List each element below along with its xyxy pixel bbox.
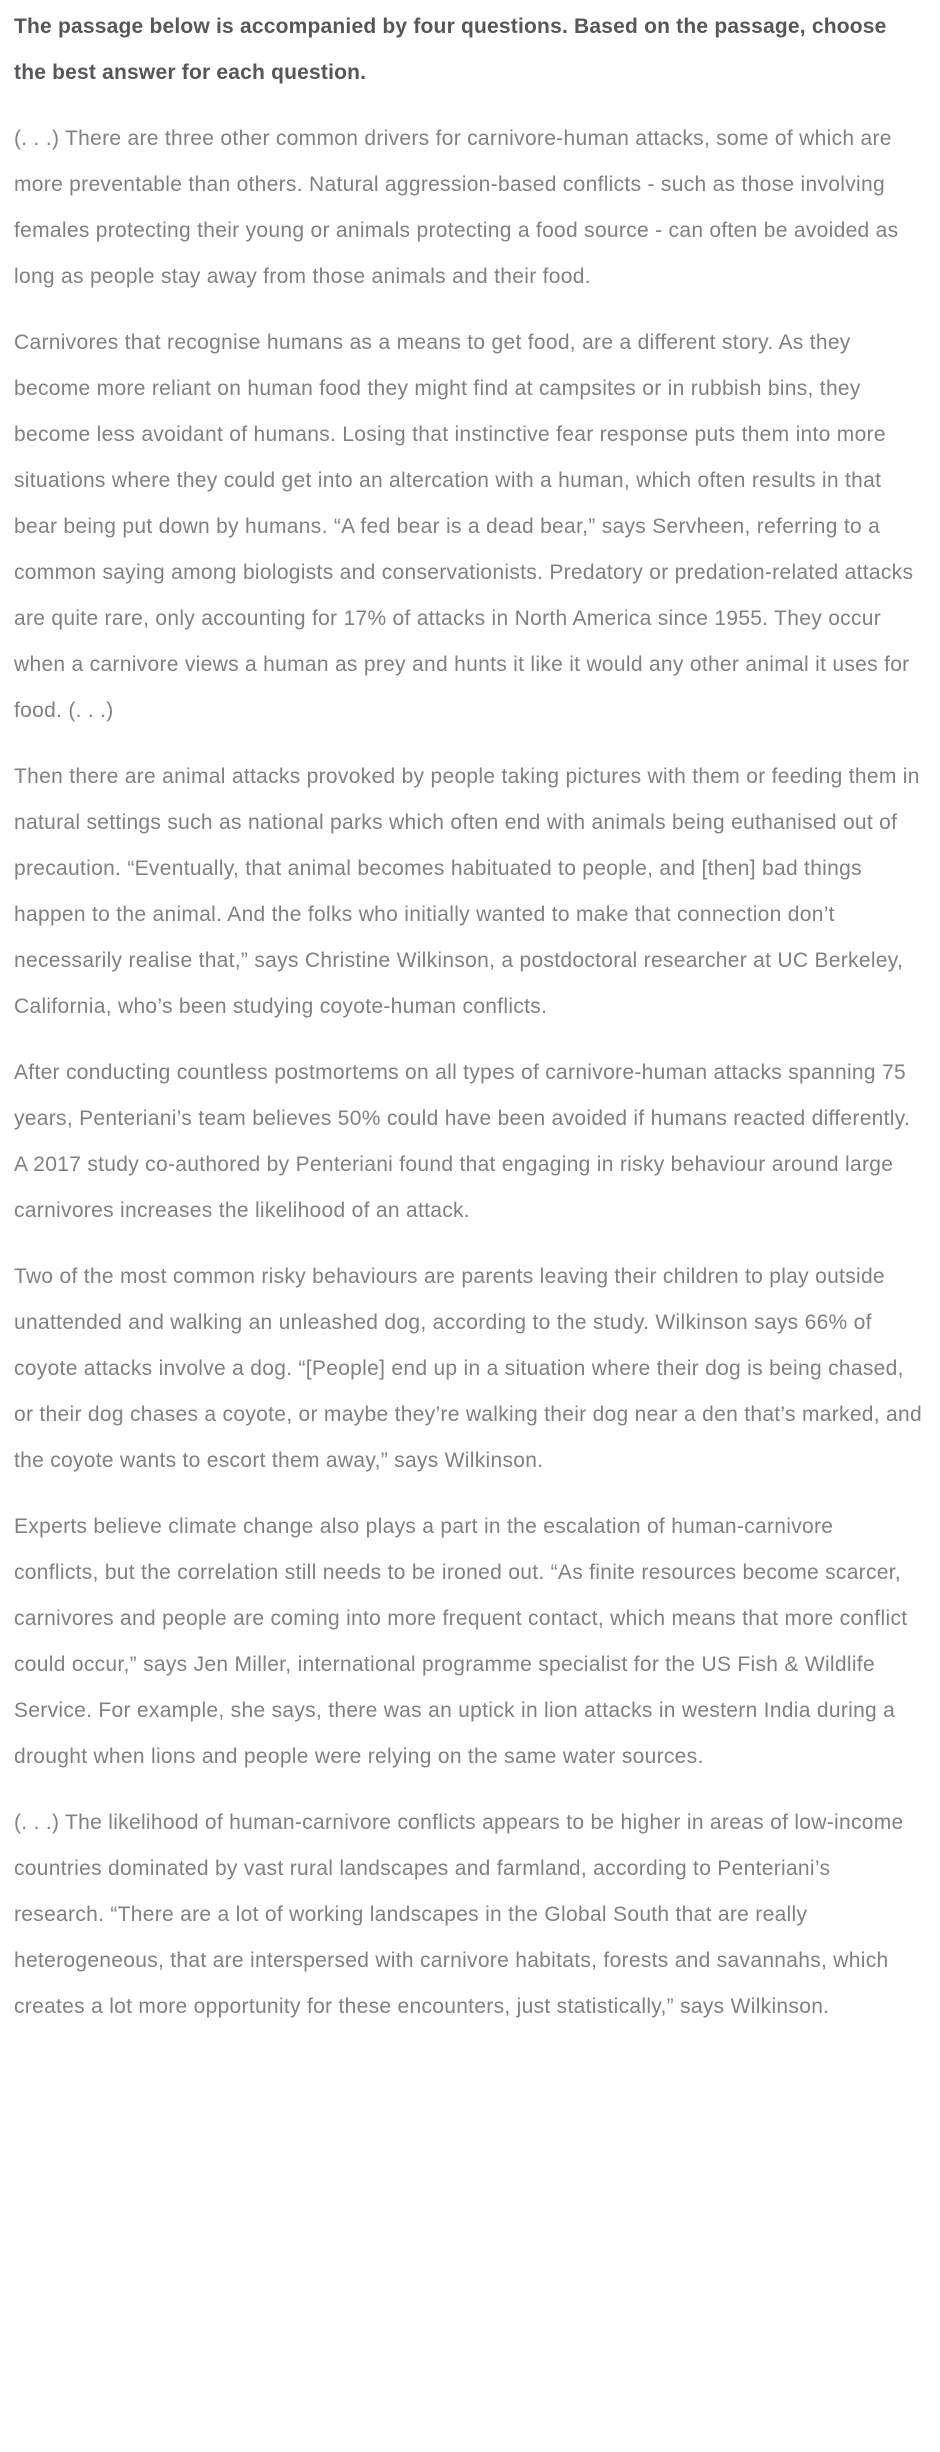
- passage-paragraph-3: Then there are animal attacks provoked by people taking pictures with them or feeding them in natural settings such as national parks which often end with animals being euthanised out of precaution. “Eventually, that animal becomes habituated to people, and [then] bad things happen to the animal. And the folks who initially wanted to make that connection don’t necessarily realise that,” says Christine Wilkinson, a postdoctoral researcher at UC Berkeley, California, who’s been studying coyote-human conflicts.: [14, 765, 920, 1018]
- passage-paragraph-6: Experts believe climate change also plays a part in the escalation of human-carnivore conflicts, but the correlation still needs to be ironed out. “As finite resources become scarcer, carnivores and people are coming into more frequent contact, which means that more conflict could occur,” says Jen Miller, international programme specialist for the US Fish & Wildlife Service. For example, she says, there was an uptick in lion attacks in western India during a drought when lions and people were relying on the same water sources.: [14, 1515, 908, 1768]
- passage-paragraph-2: Carnivores that recognise humans as a means to get food, are a different story. As they become more reliant on human food they might find at campsites or in rubbish bins, they become less avoidant of humans. Losing that instinctive fear response puts them into more situations where they could get into an altercation with a human, which often results in that bear being put down by humans. “A fed bear is a dead bear,” says Servheen, referring to a common saying among biologists and conservationists. Predatory or predation-related attacks are quite rare, only accounting for 17% of attacks in North America since 1955. They occur when a carnivore views a human as prey and hunts it like it would any other animal it uses for food. (. . .): [14, 331, 914, 722]
- passage-paragraph-1: (. . .) There are three other common drivers for carnivore-human attacks, some of which are more preventable than others. Natural aggression-based conflicts - such as those involving females protecting their young or animals protecting a food source - can often be avoided as long as people stay away from those animals and their food.: [14, 127, 899, 288]
- passage-paragraph-7: (. . .) The likelihood of human-carnivore conflicts appears to be higher in areas of low-income countries dominated by vast rural landscapes and farmland, according to Penteriani’s research. “There are a lot of working landscapes in the Global South that are really heterogeneous, that are interspersed with carnivore habitats, forests and savannahs, which creates a lot more opportunity for these encounters, just statistically,” says Wilkinson.: [14, 1811, 904, 2018]
- passage-paragraph-4: After conducting countless postmortems on all types of carnivore-human attacks spanning 75 years, Penteriani’s team believes 50% could have been avoided if humans reacted differently. A 2017 study co-authored by Penteriani found that engaging in risky behaviour around large carnivores increases the likelihood of an attack.: [14, 1061, 911, 1222]
- passage-paragraph-5: Two of the most common risky behaviours are parents leaving their children to play outside unattended and walking an unleashed dog, according to the study. Wilkinson says 66% of coyote attacks involve a dog. “[People] end up in a situation where their dog is being chased, or their dog chases a coyote, or maybe they’re walking their dog near a den that’s marked, and the coyote wants to escort them away,” says Wilkinson.: [14, 1265, 922, 1472]
- instructions-text: The passage below is accompanied by four questions. Based on the passage, choose the best answer for each question.: [14, 15, 887, 84]
